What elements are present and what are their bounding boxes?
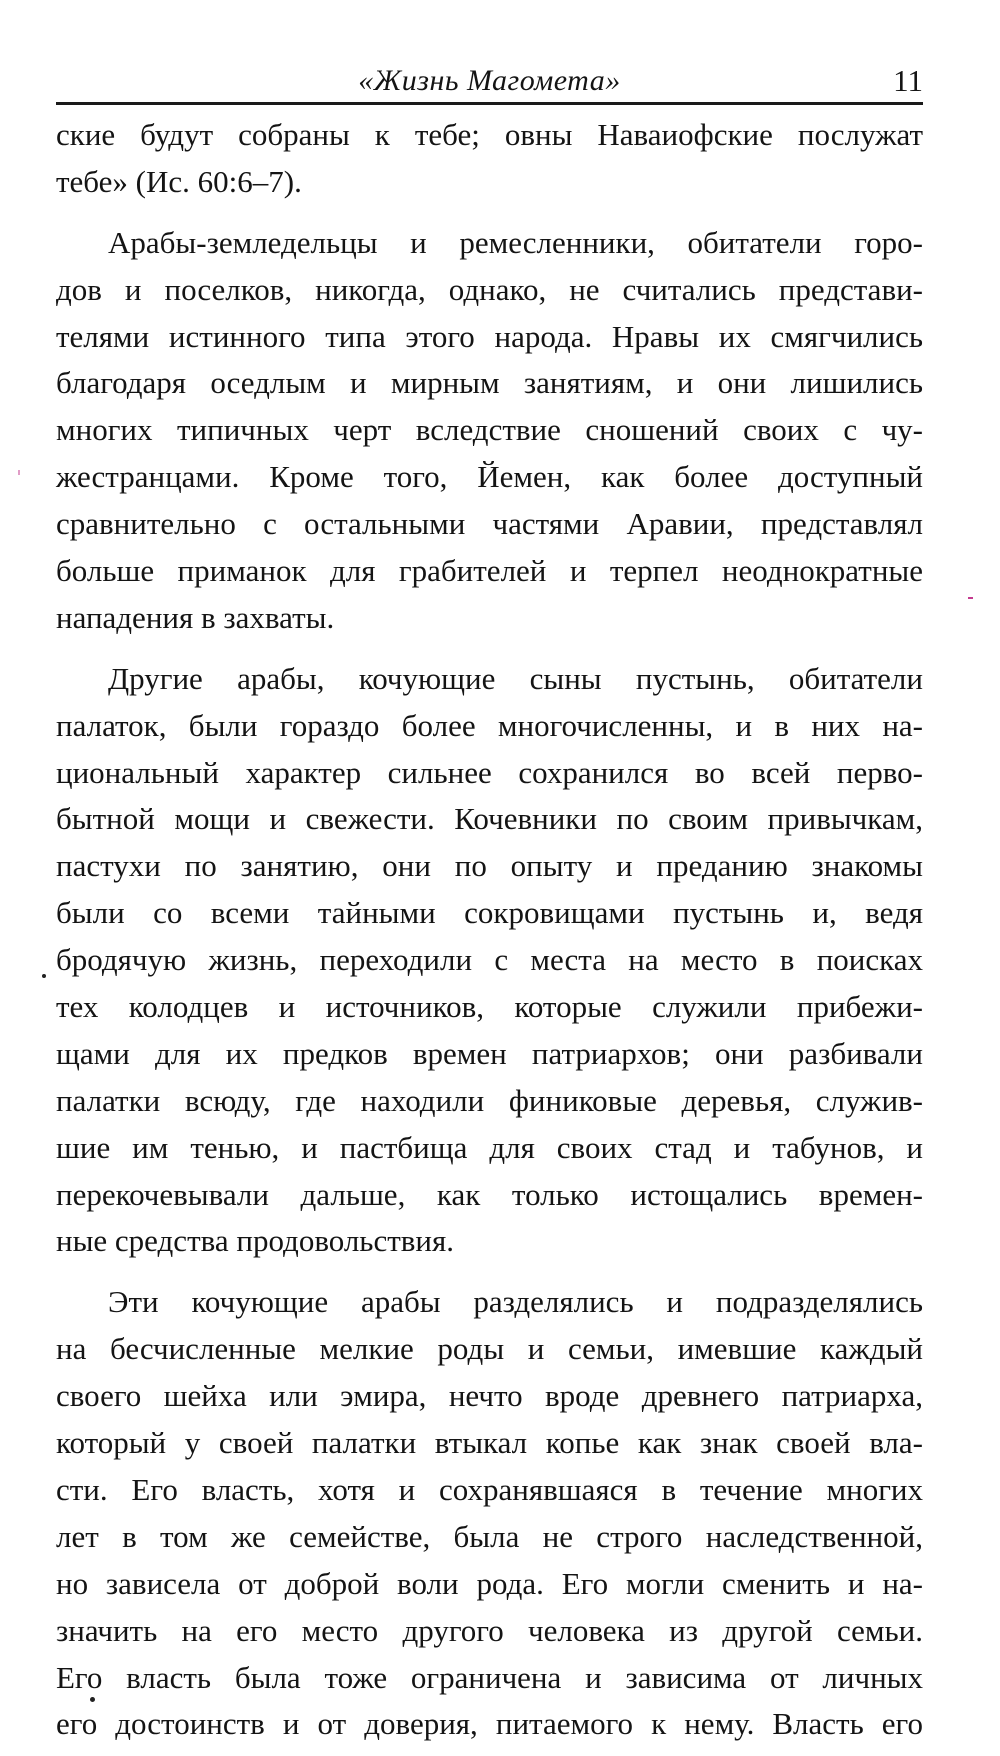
text-line: сти. Его власть, хотя и сохранявшаяся в течение многих — [56, 1471, 923, 1507]
text-line: пастухи по занятию, они по опыту и преданию знакомы — [56, 848, 923, 884]
paragraph-continuation — [56, 112, 923, 206]
text-line: своего шейха или эмира, нечто вроде древнего патриарха, — [56, 1378, 923, 1414]
text-line: Арабы-земледельцы и ремесленники, обитатели горо- — [108, 224, 923, 260]
body-text — [56, 112, 923, 1748]
text-line: но зависела от доброй воли рода. Его могли сменить и на- — [56, 1565, 923, 1601]
page-number: 11 — [893, 63, 923, 98]
text-line: который у своей палатки втыкал копье как знак своей вла- — [56, 1425, 923, 1461]
text-line: тебе» (Ис. 60:6–7). — [56, 163, 302, 199]
text-line: значить на его место другого человека из другой семьи. — [56, 1612, 923, 1648]
margin-mark — [18, 470, 20, 475]
running-header — [56, 62, 923, 105]
text-line: щами для их предков времен патриархов; они разбивали — [56, 1035, 923, 1071]
text-line: шие им тенью, и пастбища для своих стад и табунов, и — [56, 1129, 923, 1165]
paragraph-tribes-sheikhs — [56, 1279, 923, 1748]
text-line: ные средства продовольствия. — [56, 1223, 454, 1259]
text-line: сравнительно с остальными частями Аравии, представлял — [56, 506, 923, 542]
text-line: благодаря оседлым и мирным занятиям, и они лишились — [56, 365, 923, 401]
text-line: Другие арабы, кочующие сыны пустынь, обитатели — [108, 660, 923, 696]
text-line: ские будут собраны к тебе; овны Наваиофские послужат — [56, 117, 923, 152]
text-line: бродячую жизнь, переходили с места на место в поисках — [56, 942, 923, 978]
text-line: на бесчисленные мелкие роды и семьи, имевшие каждый — [56, 1331, 923, 1367]
paragraph-settled-arabs — [56, 220, 923, 642]
text-line: Его власть была тоже ограничена и зависима от личных — [56, 1659, 923, 1695]
text-line: лет в том же семействе, была не строго наследственной, — [56, 1518, 923, 1554]
paragraph-nomad-arabs — [56, 656, 923, 1266]
text-line: многих типичных черт вследствие сношений своих с чу- — [56, 412, 923, 448]
text-line: были со всеми тайными сокровищами пустынь и, ведя — [56, 895, 923, 931]
margin-mark — [968, 597, 973, 599]
text-line: палатки всюду, где находили финиковые деревья, служив- — [56, 1082, 923, 1118]
text-line: тех колодцев и источников, которые служили прибежи- — [56, 989, 923, 1025]
text-line: его достоинств и от доверия, питаемого к нему. Власть его — [56, 1706, 923, 1742]
text-line: жестранцами. Кроме того, Йемен, как более доступный — [56, 459, 923, 495]
text-line: дов и поселков, никогда, однако, не считались представи- — [56, 271, 923, 307]
running-title: «Жизнь Магомета» — [358, 64, 621, 97]
text-line: палаток, были гораздо более многочисленны, и в них на- — [56, 707, 923, 743]
text-line: бытной мощи и свежести. Кочевники по своим привычкам, — [56, 801, 923, 837]
text-line: перекочевывали дальше, как только истощались времен- — [56, 1176, 923, 1212]
scan-speck — [42, 974, 46, 978]
text-line: больше приманок для грабителей и терпел неоднократные — [56, 553, 923, 589]
text-line: нападения в захваты. — [56, 599, 335, 635]
text-line: телями истинного типа этого народа. Нравы их смягчились — [56, 318, 923, 354]
text-line: Эти кочующие арабы разделялись и подразделялись — [108, 1284, 923, 1320]
scan-speck — [90, 1697, 95, 1702]
text-line: циональный характер сильнее сохранился во всей перво- — [56, 754, 923, 790]
